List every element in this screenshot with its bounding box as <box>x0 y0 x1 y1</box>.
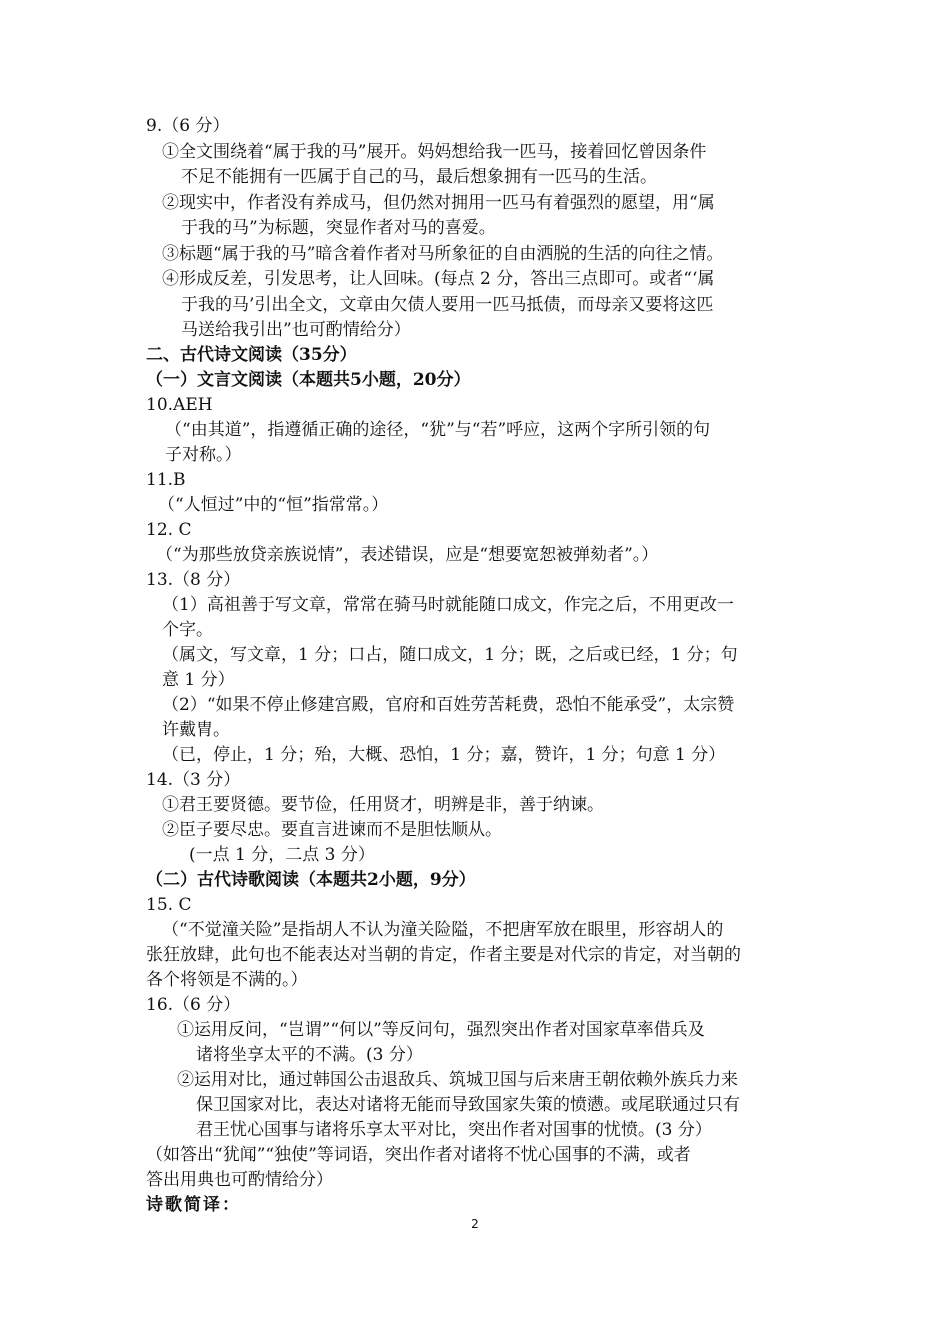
q16-point-1-cont: 诸将坐享太平的不满。(3 分） <box>196 1045 423 1065</box>
q12-answer: 12. C <box>146 520 192 540</box>
q10-explanation: （“由其道”，指遵循正确的途径，“犹”与“若”呼应，这两个字所引领的句 <box>165 420 711 440</box>
q13-translation-1: （1）高祖善于写文章，常常在骑马时就能随口成文，作完之后，不用更改一 <box>162 595 734 615</box>
q13-translation-2-cont: 许戴胄。 <box>162 720 230 740</box>
subsection-heading-poetry: （二）古代诗歌阅读（本题共2小题，9分） <box>146 870 476 890</box>
q9-heading: 9.（6 分） <box>146 116 230 136</box>
q14-point-2: ②臣子要尽忠。要直言进谏而不是胆怯顺从。 <box>162 820 502 840</box>
q11-answer: 11.B <box>146 470 186 490</box>
q16-note-cont: 答出用典也可酌情给分） <box>146 1170 333 1190</box>
q16-heading: 16.（6 分） <box>146 995 241 1015</box>
q9-point-2-cont: 于我的马”为标题，突显作者对马的喜爱。 <box>181 218 496 238</box>
page-number: 2 <box>471 1217 479 1231</box>
q16-point-2-cont-1: 保卫国家对比，表达对诸将无能而导致国家失策的愤懑。或尾联通过只有 <box>196 1095 740 1115</box>
q13-heading: 13.（8 分） <box>146 570 241 590</box>
q10-answer: 10.AEH <box>146 395 213 415</box>
q14-scoring: (一点 1 分，二点 3 分） <box>189 845 375 865</box>
q15-answer: 15. C <box>146 895 192 915</box>
q9-point-1-cont: 不足不能拥有一匹属于自己的马，最后想象拥有一匹马的生活。 <box>181 167 657 187</box>
q9-point-1: ①全文围绕着“属于我的马”展开。妈妈想给我一匹马，接着回忆曾因条件 <box>162 142 707 162</box>
q14-heading: 14.（3 分） <box>146 770 241 790</box>
q15-explanation: （“不觉潼关险”是指胡人不认为潼关险隘，不把唐军放在眼里，形容胡人的 <box>162 920 724 940</box>
q9-point-4: ④形成反差，引发思考，让人回味。(每点 2 分，答出三点即可。或者“‘属 <box>162 269 715 289</box>
q9-point-4-cont-1: 于我的马’引出全文，文章由欠债人要用一匹马抵债，而母亲又要将这匹 <box>181 295 714 315</box>
q13-translation-1-cont: 个字。 <box>162 620 213 640</box>
section-heading-2: 二、古代诗文阅读（35分） <box>146 345 357 365</box>
q16-point-2: ②运用对比，通过韩国公击退敌兵、筑城卫国与后来唐王朝依赖外族兵力来 <box>177 1070 738 1090</box>
q15-explanation-cont-1: 张狂放肆，此句也不能表达对当朝的肯定，作者主要是对代宗的肯定，对当朝的 <box>146 945 741 965</box>
q16-point-2-cont-2: 君王忧心国事与诸将乐享太平对比，突出作者对国事的忧愤。(3 分） <box>196 1120 712 1140</box>
q9-point-3: ③标题“属于我的马”暗含着作者对马所象征的自由洒脱的生活的向往之情。 <box>162 244 724 264</box>
q13-scoring-2: （已，停止，1 分；殆，大概、恐怕，1 分；嘉，赞许，1 分；句意 1 分） <box>162 745 726 765</box>
q9-point-2: ②现实中，作者没有养成马，但仍然对拥用一匹马有着强烈的愿望，用“属 <box>162 193 715 213</box>
q12-explanation: （“为那些放贷亲族说情”，表述错误，应是“想要宽恕被弹劾者”。） <box>156 545 659 565</box>
poem-translation-heading: 诗歌简译： <box>146 1195 241 1215</box>
q13-scoring-1-cont: 意 1 分） <box>162 670 235 690</box>
q13-translation-2: （2）“如果不停止修建宫殿，官府和百姓劳苦耗费，恐怕不能承受”，太宗赞 <box>162 695 735 715</box>
q9-point-4-cont-2: 马送给我引出”也可酌情给分） <box>181 320 411 340</box>
q10-explanation-cont: 子对称。） <box>165 445 242 465</box>
q15-explanation-cont-2: 各个将领是不满的。） <box>146 970 308 990</box>
q11-explanation: （“人恒过”中的“恒”指常常。） <box>158 495 389 515</box>
q16-point-1: ①运用反问，“岂谓”“何以”等反问句，强烈突出作者对国家草率借兵及 <box>177 1020 705 1040</box>
q14-point-1: ①君王要贤德。要节俭，任用贤才，明辨是非，善于纳谏。 <box>162 795 604 815</box>
subsection-heading-classical-prose: （一）文言文阅读（本题共5小题，20分） <box>146 370 471 390</box>
q13-scoring-1: （属文，写文章，1 分；口占，随口成文，1 分；既，之后或已经，1 分；句 <box>162 645 738 665</box>
q16-note: （如答出“犹闻”“独使”等词语，突出作者对诸将不忧心国事的不满，或者 <box>146 1145 691 1165</box>
